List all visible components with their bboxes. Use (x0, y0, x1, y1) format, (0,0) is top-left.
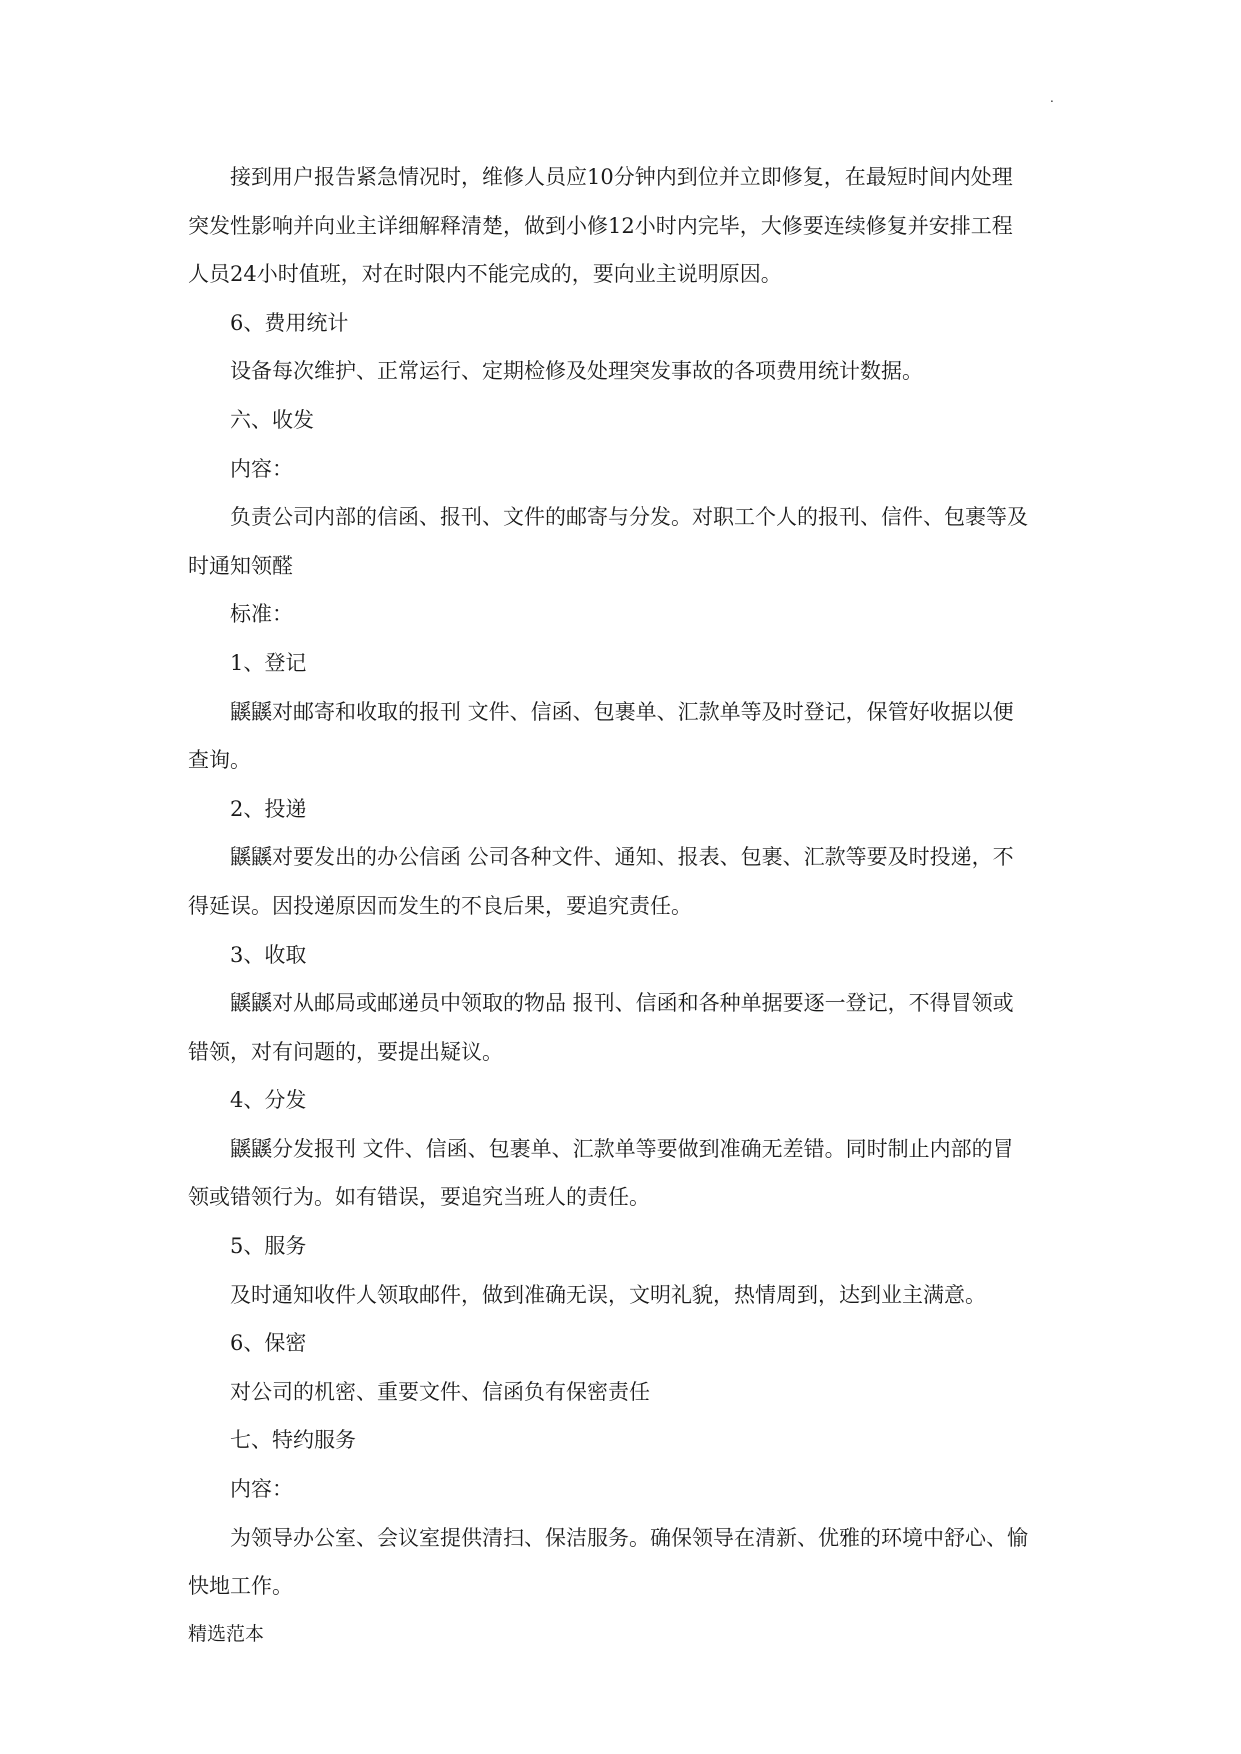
text-line: 得延误。因投递原因而发生的不良后果，要追究责任。 (188, 893, 692, 918)
page-footer: 精选范本 (188, 1623, 265, 1645)
text-line: 内容： (230, 456, 293, 481)
text-line: 接到用户报告紧急情况时，维修人员应10分钟内到位并立即修复，在最短时间内处理 (230, 165, 1013, 189)
text-line: 对公司的机密、重要文件、信函负有保密责任 (230, 1379, 650, 1404)
document-body (188, 153, 1054, 1611)
text-line: 及时通知收件人领取邮件，做到准确无误，文明礼貌，热情周到，达到业主满意。 (230, 1282, 986, 1307)
text-line: 2、投递 (230, 796, 307, 821)
text-line: 查询。 (188, 748, 251, 773)
text-line: 标准： (230, 602, 293, 627)
text-line: 鼷鼷对邮寄和收取的报刊 文件、信函、包裹单、汇款单等及时登记，保管好收据以便 (230, 699, 1014, 724)
text-line: 七、特约服务 (230, 1428, 356, 1453)
text-line: 内容： (230, 1477, 293, 1502)
text-line: 负责公司内部的信函、报刊、文件的邮寄与分发。对职工个人的报刊、信件、包裹等及 (230, 505, 1028, 530)
text-line: 6、保密 (230, 1331, 307, 1356)
text-line: 六、收发 (230, 407, 314, 432)
text-line: 快地工作。 (188, 1574, 293, 1599)
text-line: 突发性影响并向业主详细解释清楚，做到小修12小时内完毕，大修要连续修复并安排工程 (188, 213, 1013, 238)
text-line: 人员24小时值班，对在时限内不能完成的，要向业主说明原因。 (188, 262, 782, 287)
text-line: 4、分发 (230, 1088, 307, 1113)
text-line: 领或错领行为。如有错误，要追究当班人的责任。 (188, 1185, 650, 1210)
text-line: 鼷鼷分发报刊 文件、信函、包裹单、汇款单等要做到准确无差错。同时制止内部的冒 (230, 1136, 1014, 1161)
text-line: 鼷鼷对从邮局或邮递员中领取的物品 报刊、信函和各种单据要逐一登记，不得冒领或 (230, 991, 1014, 1016)
text-line: 1、登记 (230, 650, 307, 675)
text-line: 时通知领醛 (188, 553, 293, 578)
text-line: 鼷鼷对要发出的办公信函 公司各种文件、通知、报表、包裹、汇款等要及时投递，不 (230, 845, 1014, 870)
text-line: 为领导办公室、会议室提供清扫、保洁服务。确保领导在清新、优雅的环境中舒心、愉 (230, 1525, 1028, 1550)
corner-mark: . (1050, 91, 1054, 105)
text-line: 3、收取 (230, 942, 307, 967)
text-line: 6、费用统计 (230, 310, 349, 335)
text-line: 错领，对有问题的，要提出疑议。 (188, 1039, 503, 1064)
text-line: 设备每次维护、正常运行、定期检修及处理突发事故的各项费用统计数据。 (230, 359, 923, 384)
text-line: 5、服务 (230, 1234, 307, 1259)
